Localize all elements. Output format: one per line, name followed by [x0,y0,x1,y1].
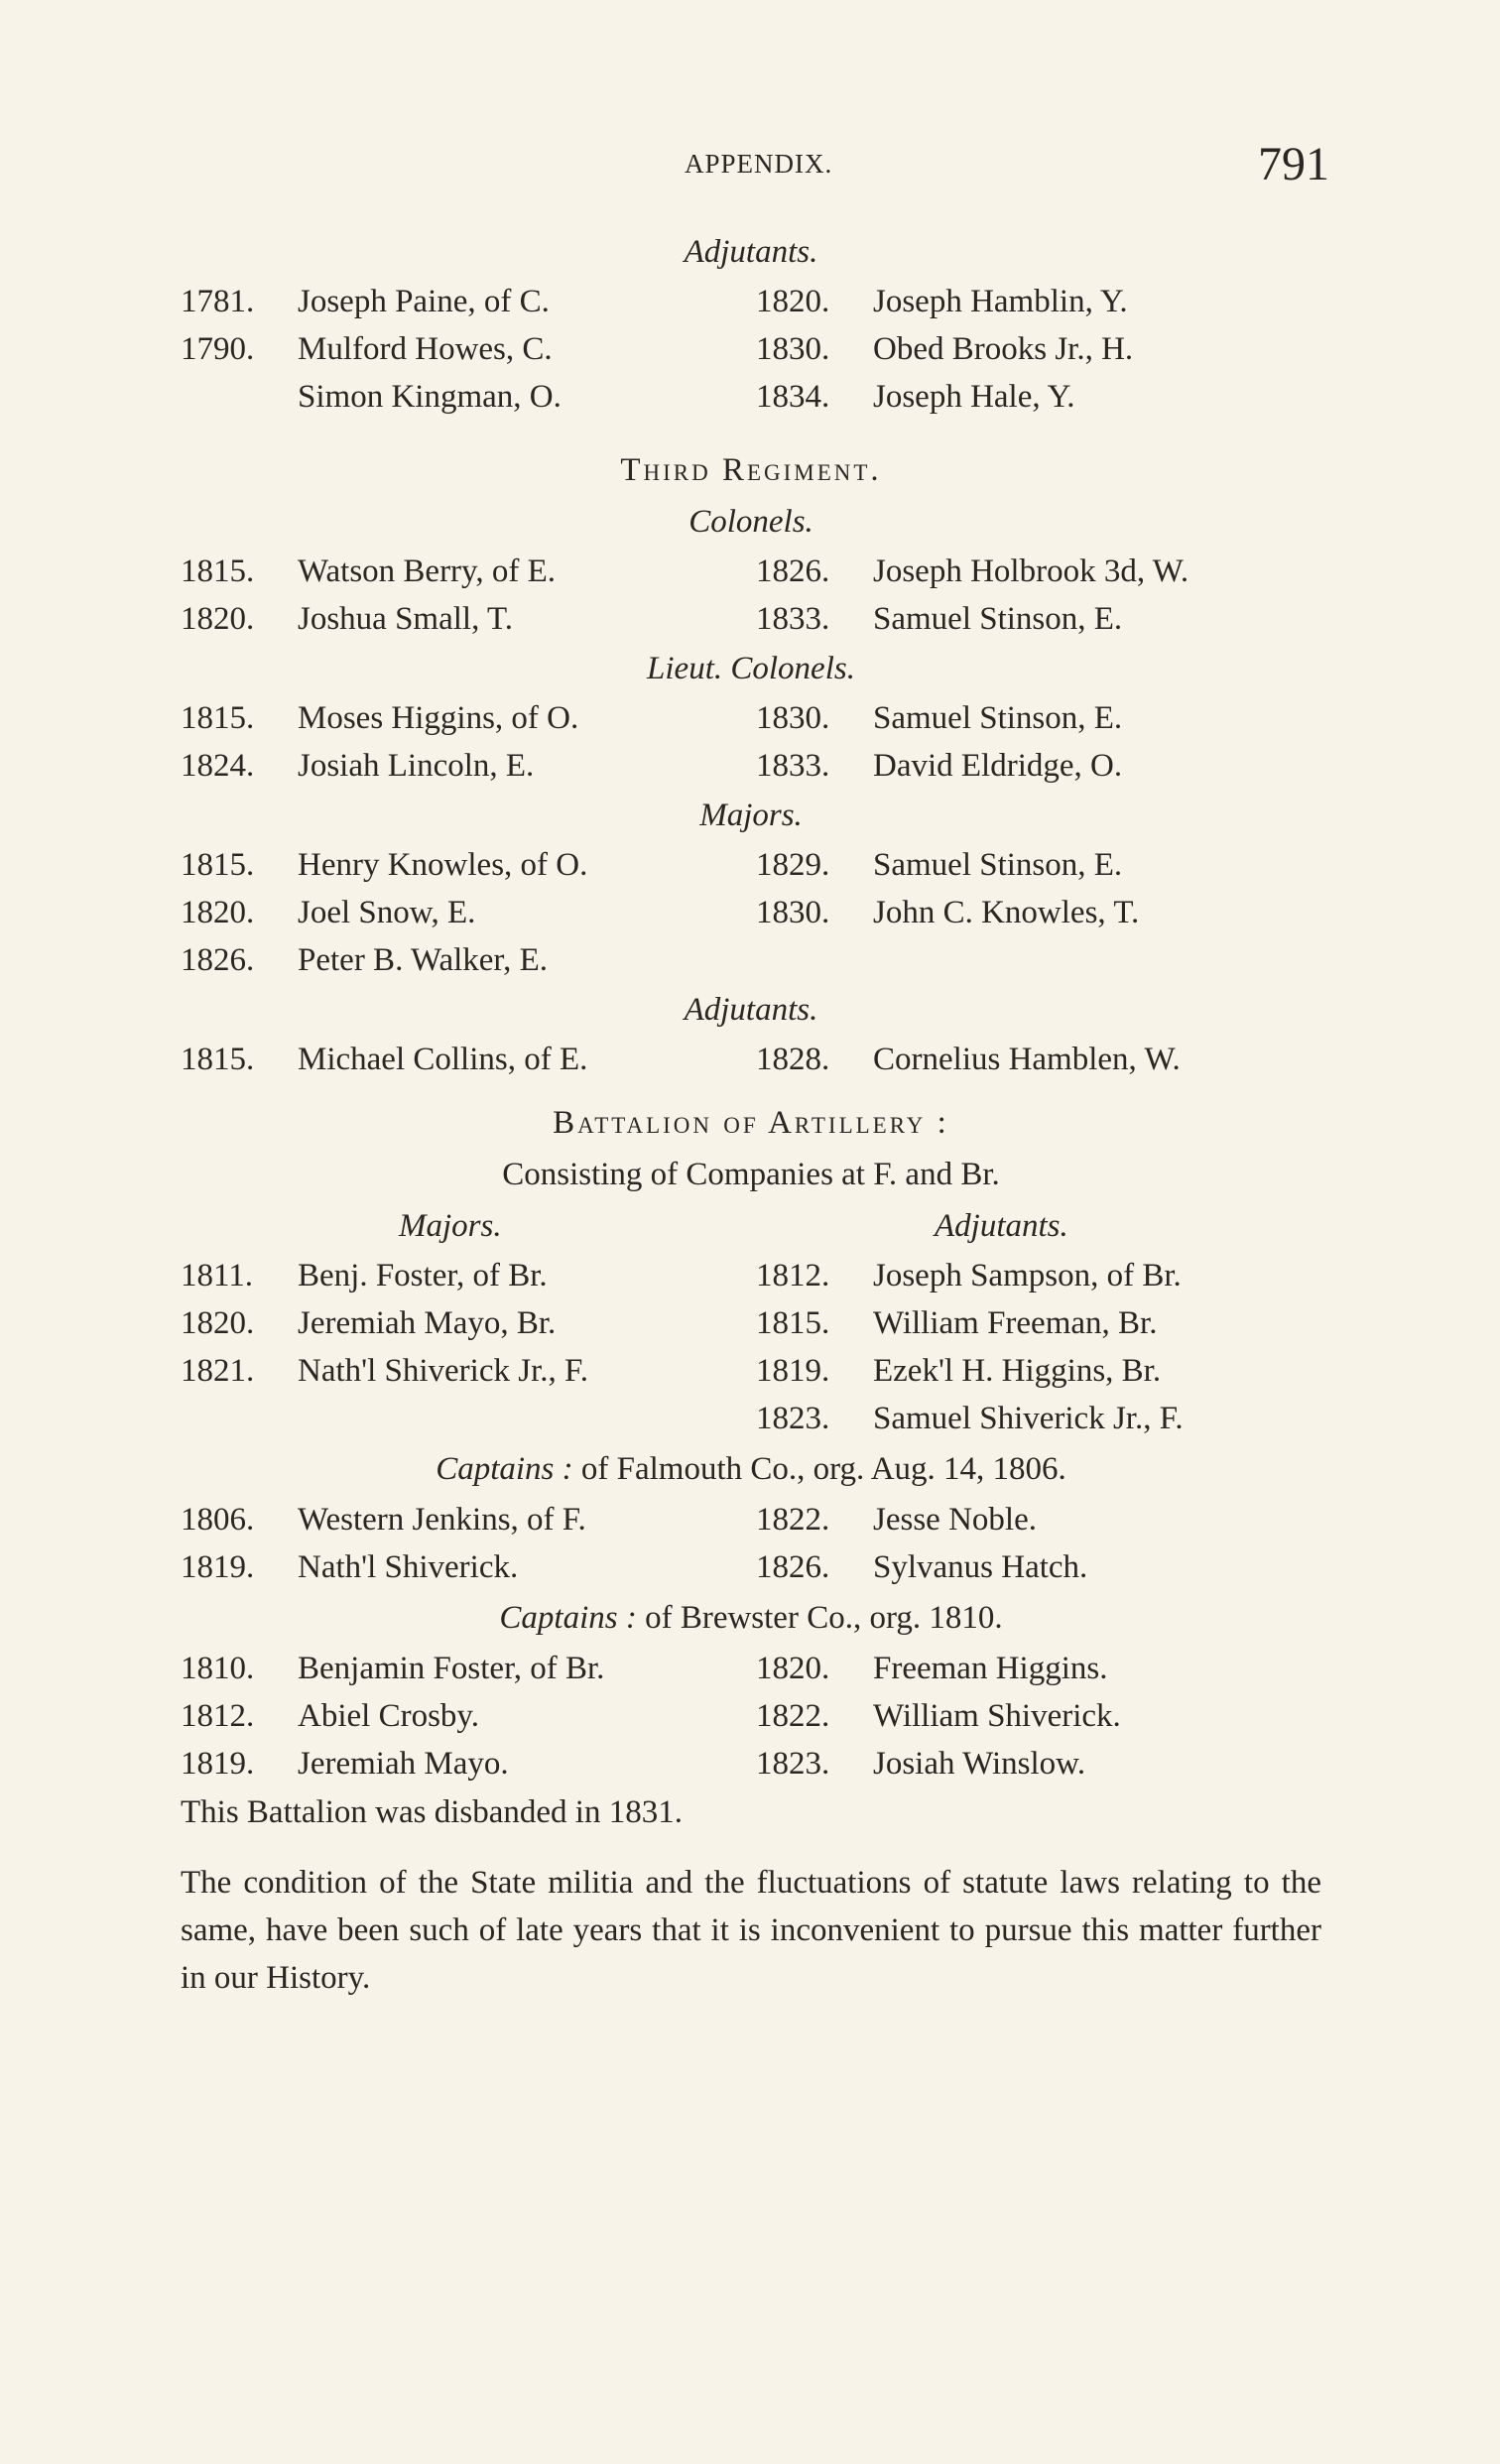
entry-year: 1815. [181,700,255,736]
entry-row [181,1740,1321,1787]
entry-name: Samuel Stinson, E. [873,601,1123,637]
entry-left [181,1740,756,1787]
entry-year: 1820. [181,601,255,637]
entry-name: Jesse Noble. [873,1502,1037,1538]
entry-name: John C. Knowles, T. [873,895,1140,930]
entry-year: 1815. [181,554,255,589]
adjutants-list [181,278,1321,421]
entry-row [181,595,1321,643]
entry-name: William Freeman, Br. [873,1305,1158,1341]
entry-right [756,1543,1321,1591]
entry-right [756,373,1321,421]
entry-year: 1824. [181,748,255,784]
entry-year: 1819. [181,1746,255,1782]
entry-year: 1826. [756,554,830,589]
battalion-heading: Battalion of Artillery : [553,1105,949,1141]
entry-right [756,1299,1321,1347]
entry-year: 1830. [756,700,830,736]
entry-left [181,1692,756,1740]
entry-right [756,742,1321,790]
entry-name: Moses Higgins, of O. [298,700,579,736]
entry-name: Western Jenkins, of F. [298,1502,586,1538]
entry-name: Henry Knowles, of O. [298,847,588,883]
entry-year: 1823. [756,1746,830,1782]
entry-left [181,889,756,936]
entry-left [181,595,756,643]
entry-year: 1820. [756,284,830,319]
entry-name: Mulford Howes, C. [298,331,553,367]
entry-year: 1829. [756,847,830,883]
entry-left [181,694,756,742]
lieut-colonels-list [181,694,1321,790]
entry-row [181,1252,1321,1299]
entry-name: Nath'l Shiverick Jr., F. [298,1353,588,1389]
entry-row [181,694,1321,742]
entry-left [181,1645,756,1692]
entry-left [181,936,756,984]
entry-year: 1812. [181,1698,255,1734]
entry-year: 1811. [181,1258,254,1294]
entry-row [181,1395,1321,1442]
entry-year: 1820. [181,895,255,930]
running-head: APPENDIX. [685,149,833,179]
entry-name: Joseph Hale, Y. [873,379,1075,415]
battalion-subheading: Consisting of Companies at F. and Br. [502,1157,1000,1192]
entry-row [181,936,1321,984]
page-content [181,226,1321,2002]
entry-right [756,841,1321,889]
entry-year: 1822. [756,1502,830,1538]
entry-name: Samuel Shiverick Jr., F. [873,1401,1184,1436]
entry-right [756,694,1321,742]
entry-name: Jeremiah Mayo, Br. [298,1305,557,1341]
entry-year: 1815. [181,847,255,883]
entry-year: 1821. [181,1353,255,1389]
entry-row [181,1645,1321,1692]
battalion-officers-list [181,1252,1321,1442]
entry-name: Freeman Higgins. [873,1651,1108,1686]
entry-name: Jeremiah Mayo. [298,1746,509,1782]
entry-year: 1790. [181,331,255,367]
entry-name: Samuel Stinson, E. [873,847,1123,883]
entry-right [756,595,1321,643]
entry-right [756,1036,1321,1083]
entry-name: Joshua Small, T. [298,601,513,637]
entry-name: Ezek'l H. Higgins, Br. [873,1353,1162,1389]
entry-right [756,1645,1321,1692]
entry-right [756,548,1321,595]
entry-right [756,1395,1321,1442]
entry-right [756,1692,1321,1740]
entry-year: 1826. [181,942,255,978]
entry-name: Simon Kingman, O. [298,379,562,415]
entry-name: Michael Collins, of E. [298,1042,588,1077]
battalion-adjutants-label: Adjutants. [935,1208,1068,1244]
page-header [0,137,1500,196]
entry-name: Samuel Stinson, E. [873,700,1123,736]
entry-row [181,548,1321,595]
entry-name: Abiel Crosby. [298,1698,480,1734]
entry-name: Joseph Hamblin, Y. [873,284,1128,319]
entry-year: 1833. [756,601,830,637]
colonels-heading: Colonels. [688,504,813,540]
entry-right [756,325,1321,373]
entry-year: 1826. [756,1549,830,1585]
entry-row [181,1299,1321,1347]
entry-name: Sylvanus Hatch. [873,1549,1088,1585]
entry-name: Joel Snow, E. [298,895,476,930]
entry-year: 1781. [181,284,255,319]
lieut-colonels-heading: Lieut. Colonels. [647,651,855,686]
entry-name: Joseph Holbrook 3d, W. [873,554,1189,589]
disbanded-note: This Battalion was disbanded in 1831. [181,1794,683,1830]
entry-right [756,889,1321,936]
entry-left [181,278,756,325]
entry-row [181,1347,1321,1395]
brewster-captains-heading [181,1591,1321,1645]
entry-left [181,373,756,421]
entry-year: 1815. [181,1042,255,1077]
brewster-captains-list [181,1645,1321,1787]
entry-left [181,1347,756,1395]
falmouth-captains-label: Captains : [436,1451,573,1487]
entry-left [181,1543,756,1591]
page-number: 791 [1258,138,1329,190]
entry-row [181,1496,1321,1543]
entry-name: Benj. Foster, of Br. [298,1258,548,1294]
entry-year: 1812. [756,1258,830,1294]
majors-list [181,841,1321,984]
entry-left [181,1496,756,1543]
entry-year: 1822. [756,1698,830,1734]
entry-year: 1815. [756,1305,830,1341]
entry-name: David Eldridge, O. [873,748,1123,784]
falmouth-captains-list [181,1496,1321,1591]
falmouth-captains-heading [181,1442,1321,1496]
entry-left [181,1395,756,1442]
entry-year: 1833. [756,748,830,784]
entry-name: William Shiverick. [873,1698,1121,1734]
entry-name: Joseph Sampson, of Br. [873,1258,1182,1294]
entry-right [756,1347,1321,1395]
entry-year: 1819. [756,1353,830,1389]
entry-row [181,1036,1321,1083]
entry-year: 1828. [756,1042,830,1077]
closing-paragraph: The condition of the State militia and the fluctuations of statute laws relating to the same, have been such of late years that it is inconvenient to pursue this matter further in our History. [181,1865,1321,1996]
third-regiment-heading: Third Regiment. [620,452,882,488]
entry-row [181,841,1321,889]
entry-year: 1820. [181,1305,255,1341]
colonels-list [181,548,1321,643]
adjutants-heading: Adjutants. [684,234,818,270]
entry-row [181,742,1321,790]
entry-year: 1834. [756,379,830,415]
entry-year: 1819. [181,1549,255,1585]
entry-right [756,936,1321,984]
brewster-captains-text: of Brewster Co., org. 1810. [645,1600,1003,1636]
entry-name: Nath'l Shiverick. [298,1549,519,1585]
third-adjutants-list [181,1036,1321,1083]
entry-year: 1806. [181,1502,255,1538]
entry-row [181,325,1321,373]
battalion-majors-label: Majors. [399,1208,502,1244]
brewster-captains-label: Captains : [499,1600,637,1636]
entry-name: Joseph Paine, of C. [298,284,550,319]
entry-name: Benjamin Foster, of Br. [298,1651,605,1686]
entry-row [181,373,1321,421]
entry-left [181,325,756,373]
entry-year: 1810. [181,1651,255,1686]
entry-year: 1830. [756,331,830,367]
entry-left [181,1252,756,1299]
entry-year: 1830. [756,895,830,930]
entry-left [181,1036,756,1083]
entry-row [181,889,1321,936]
entry-left [181,841,756,889]
battalion-column-headings [181,1200,1321,1252]
entry-right [756,1496,1321,1543]
entry-name: Josiah Winslow. [873,1746,1086,1782]
entry-left [181,742,756,790]
entry-row [181,1543,1321,1591]
entry-name: Cornelius Hamblen, W. [873,1042,1181,1077]
entry-row [181,278,1321,325]
entry-right [756,1740,1321,1787]
entry-left [181,548,756,595]
entry-year: 1823. [756,1401,830,1436]
entry-right [756,278,1321,325]
entry-name: Peter B. Walker, E. [298,942,549,978]
entry-name: Watson Berry, of E. [298,554,557,589]
falmouth-captains-text: of Falmouth Co., org. Aug. 14, 1806. [580,1451,1066,1487]
entry-year: 1820. [756,1651,830,1686]
entry-name: Obed Brooks Jr., H. [873,331,1134,367]
entry-row [181,1692,1321,1740]
entry-right [756,1252,1321,1299]
majors-heading: Majors. [699,798,803,833]
entry-left [181,1299,756,1347]
entry-name: Josiah Lincoln, E. [298,748,535,784]
third-adjutants-heading: Adjutants. [684,992,818,1028]
